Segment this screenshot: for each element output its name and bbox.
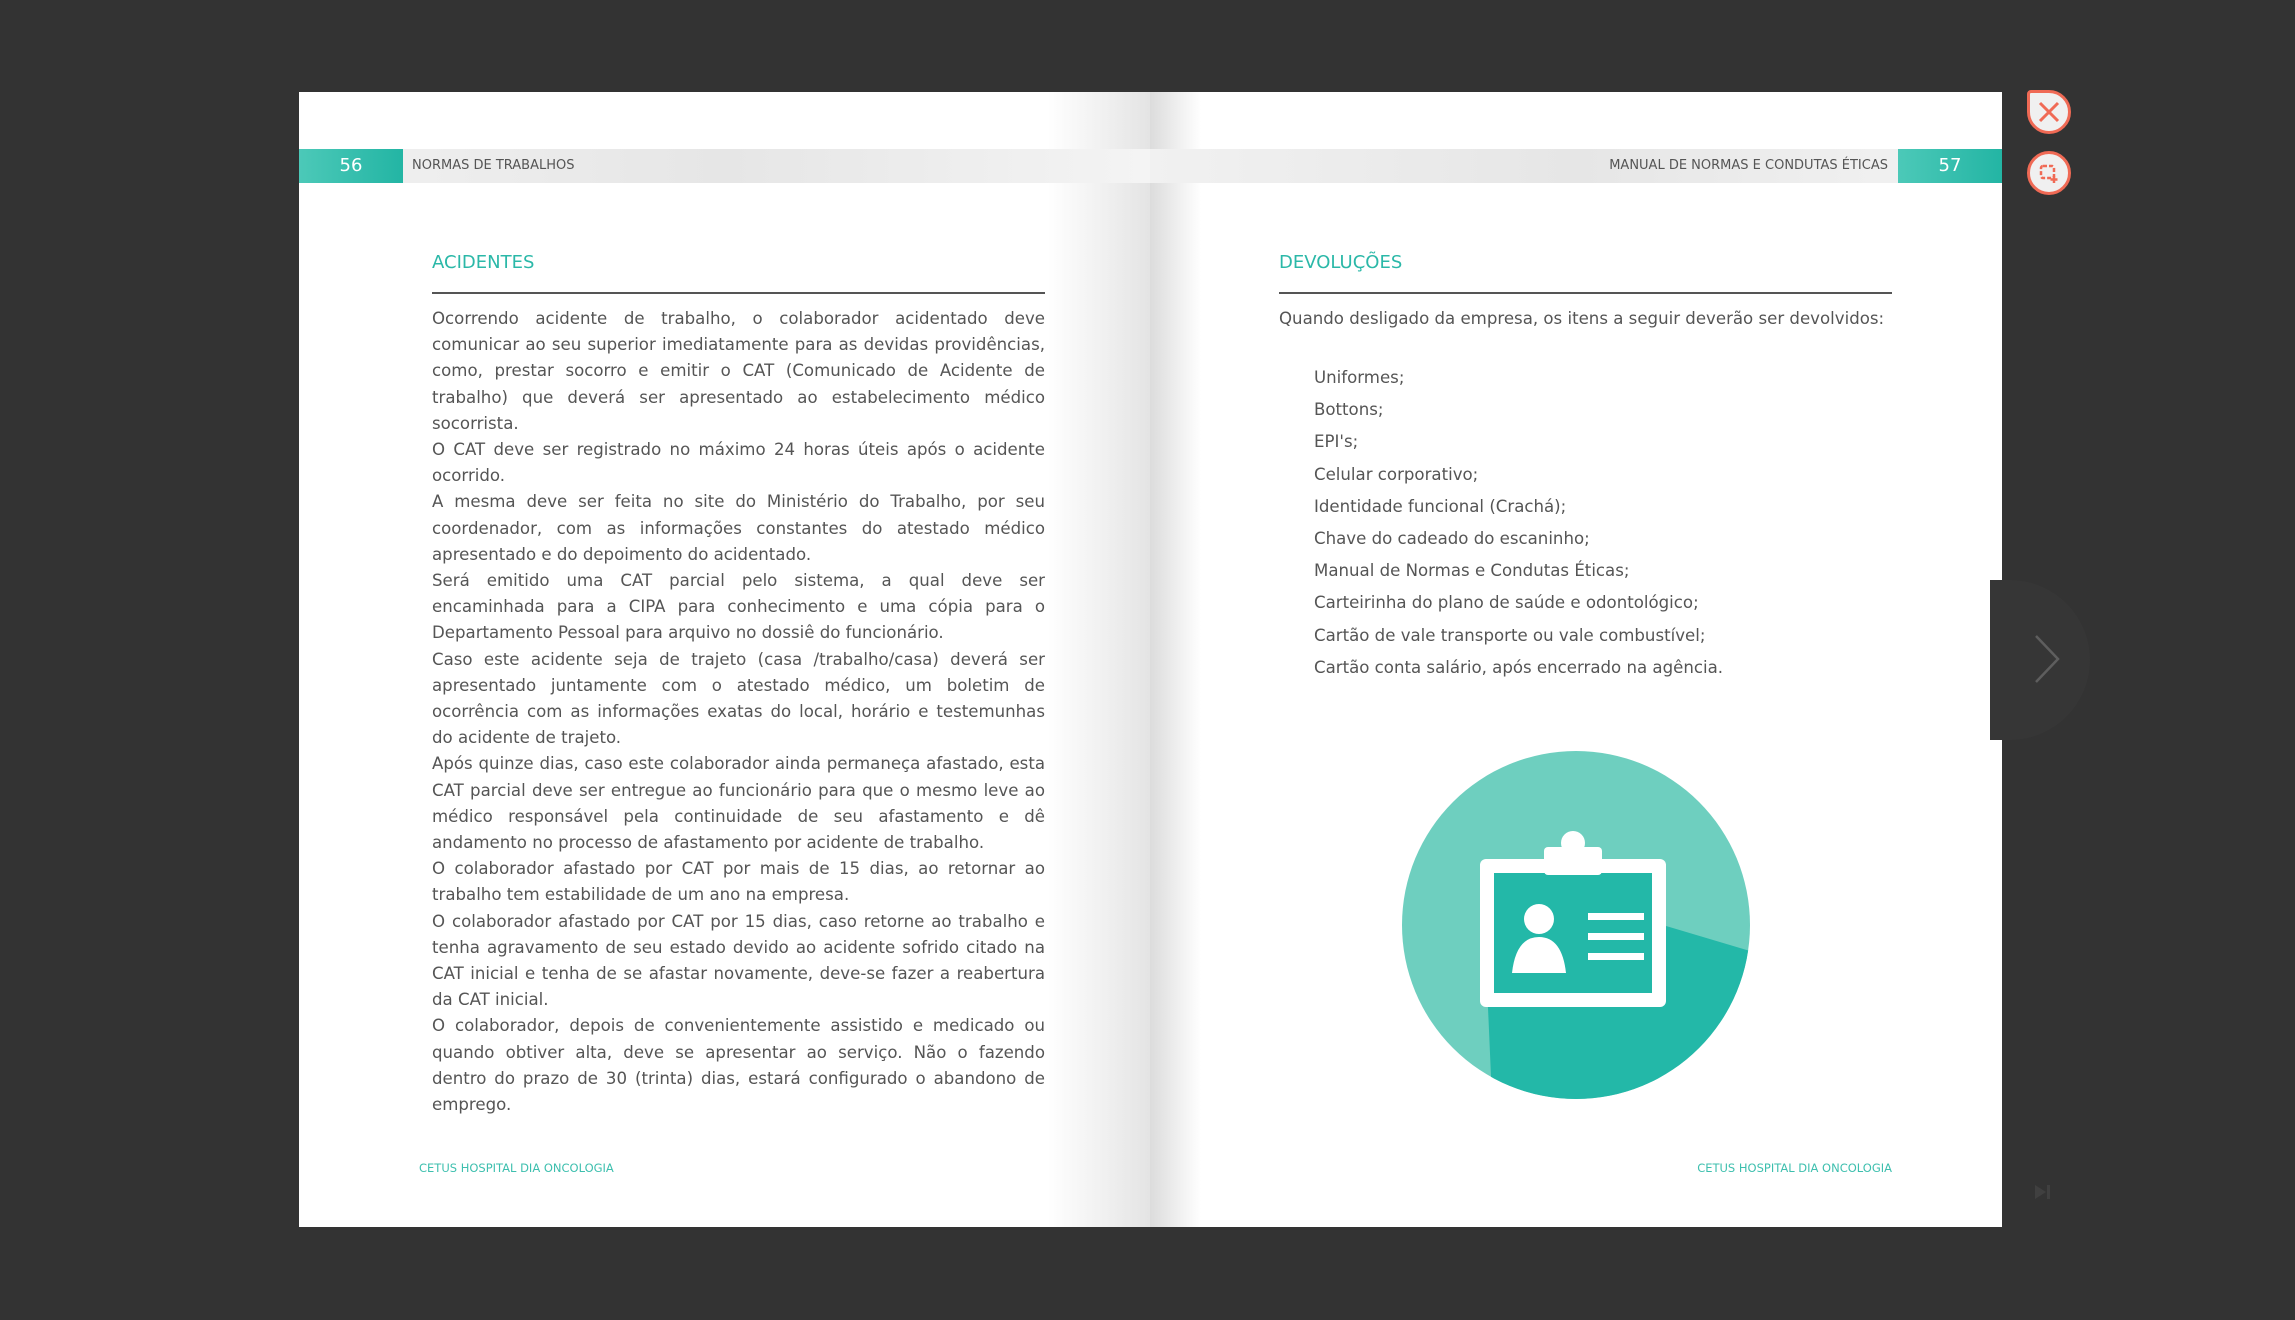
page-number: 57 xyxy=(1898,149,2002,183)
paragraph: O colaborador afastado por CAT por 15 dias, caso retorne ao trabalho e tenha agravamento de seu estado devido ao acidente sofrido citado na CAT inicial e tenha de se afastar novamente, deve-se fazer a reabertura da CAT inicial. xyxy=(432,911,1045,1010)
next-page-button[interactable] xyxy=(1990,580,2090,740)
fullscreen-button[interactable] xyxy=(2027,151,2071,195)
fullscreen-icon xyxy=(2038,162,2060,184)
last-page-button[interactable] xyxy=(2034,1183,2052,1201)
heading: DEVOLUÇÕES xyxy=(1279,252,1403,273)
close-button[interactable] xyxy=(2027,90,2071,134)
list-item: EPI's; xyxy=(1314,432,1359,452)
list-item: Identidade funcional (Crachá); xyxy=(1314,496,1567,516)
right-page xyxy=(1150,92,2002,1227)
paragraph: O colaborador, depois de convenientemente assistido e medicado ou quando obtiver alta, deve se apresentar ao serviço. Não o fazendo dentro do prazo de 30 (trinta) dias, estará configurado o abandono de emprego. xyxy=(432,1016,1045,1115)
section-title: NORMAS DE TRABALHOS xyxy=(412,158,575,173)
list-item: Celular corporativo; xyxy=(1314,464,1479,484)
list-item: Chave do cadeado do escaninho; xyxy=(1314,529,1590,549)
list-item: Bottons; xyxy=(1314,400,1384,420)
chevron-right-icon xyxy=(2030,630,2070,690)
page-number: 56 xyxy=(299,149,403,183)
section-title: MANUAL DE NORMAS E CONDUTAS ÉTICAS xyxy=(1609,158,1888,173)
paragraph: Ocorrendo acidente de trabalho, o colaborador acidentado deve comunicar ao seu superior imediatamente para as devidas providências, como, prestar socorro e emitir o CAT (Comunicado de Acidente de trabalho) que deverá ser apresentado ao estabelecimento médico socorrista. xyxy=(432,309,1045,433)
paragraph: A mesma deve ser feita no site do Ministério do Trabalho, por seu coordenador, com as informações constantes do atestado médico apresentado e do depoimento do acidentado. xyxy=(432,492,1045,564)
paragraph: O CAT deve ser registrado no máximo 24 horas úteis após o acidente ocorrido. xyxy=(432,440,1045,486)
heading: ACIDENTES xyxy=(432,252,535,273)
list-item: Uniformes; xyxy=(1314,368,1405,387)
paragraph: Caso este acidente seja de trajeto (casa /trabalho/casa) deverá ser apresentado juntamente com o atestado médico, um boletim de ocorrência com as informações exatas do local, horário e testemunhas do acidente de trajeto. xyxy=(432,649,1045,748)
paragraph: Será emitido uma CAT parcial pelo sistema, a qual deve ser encaminhada para a CIPA para conhecimento e uma cópia para o Departamento Pessoal para arquivo no dossiê do funcionário. xyxy=(432,571,1045,643)
intro-text: Quando desligado da empresa, os itens a seguir deverão ser devolvidos: xyxy=(1279,309,1885,328)
id-badge-icon xyxy=(1402,751,1750,1099)
footer: CETUS HOSPITAL DIA ONCOLOGIA xyxy=(419,1161,614,1175)
divider xyxy=(432,292,1045,294)
body-text xyxy=(432,306,1045,1118)
footer: CETUS HOSPITAL DIA ONCOLOGIA xyxy=(1697,1161,1892,1175)
close-icon xyxy=(2037,100,2061,124)
left-page xyxy=(299,92,1150,1227)
return-items-list xyxy=(1314,362,1723,684)
paragraph: Após quinze dias, caso este colaborador ainda permaneça afastado, esta CAT parcial deve ser entregue ao funcionário para que o mesmo leve ao médico responsável pela continuidade de seu afastamento e dê andamento no processo de afastamento por acidente de trabalho. xyxy=(432,754,1045,853)
list-item: Carteirinha do plano de saúde e odontológico; xyxy=(1314,593,1699,613)
skip-to-end-icon xyxy=(2034,1183,2052,1201)
list-item: Cartão de vale transporte ou vale combustível; xyxy=(1314,625,1706,645)
list-item: Cartão conta salário, após encerrado na agência. xyxy=(1314,657,1724,677)
divider xyxy=(1279,292,1892,294)
list-item: Manual de Normas e Condutas Éticas; xyxy=(1314,561,1630,581)
paragraph: O colaborador afastado por CAT por mais de 15 dias, ao retornar ao trabalho tem estabilidade de um ano na empresa. xyxy=(432,859,1045,905)
